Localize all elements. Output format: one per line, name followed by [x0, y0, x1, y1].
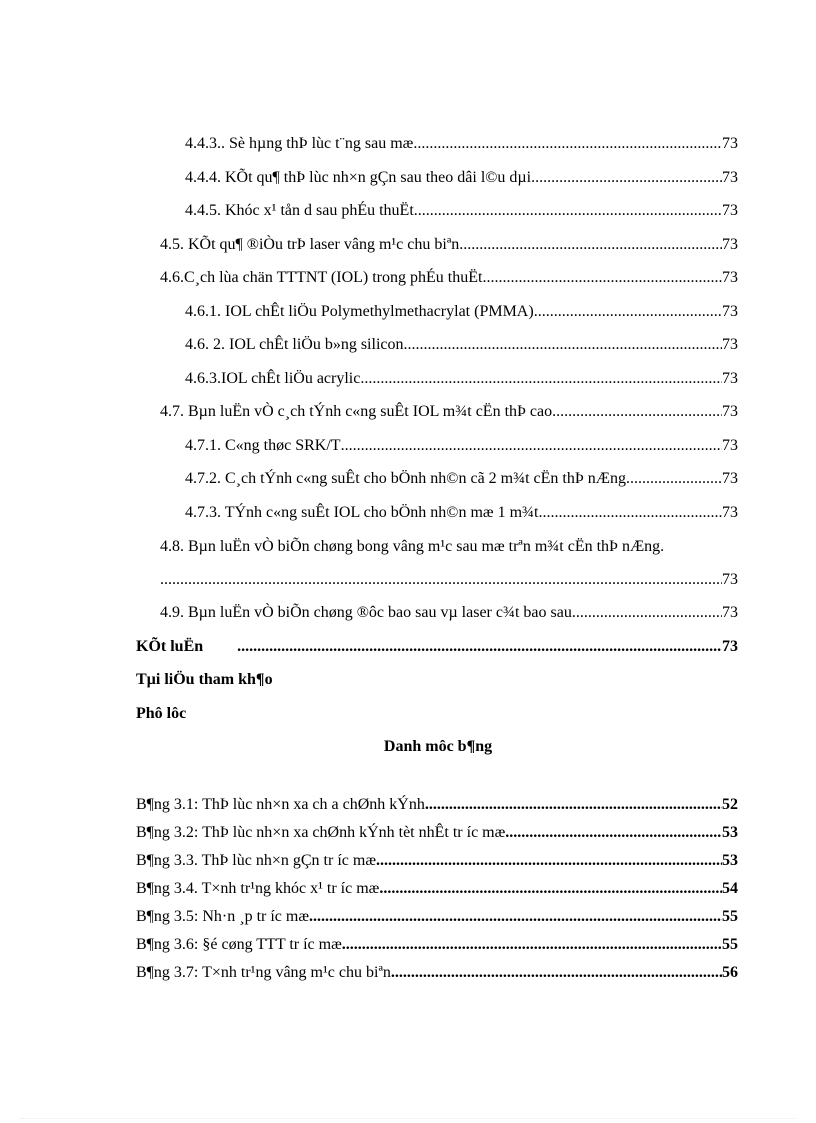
toc-entry-page: 73 — [722, 303, 738, 320]
table-entry-label: B¶ng 3.3. ThÞ lùc nh×n gÇn tr íc mæ — [136, 852, 376, 869]
table-entry-label: B¶ng 3.2: ThÞ lùc nh×n xa chØnh kÝnh tèt nhÊt tr íc mæ — [136, 824, 506, 841]
toc-entry-label: 4.4.4. KÕt qu¶ thÞ lùc nh×n gÇn sau theo dâi l©u dµi — [185, 169, 532, 186]
toc-entry-label: 4.6.C¸ch lùa chän TTTNT (IOL) trong phÉu thuËt — [160, 269, 483, 286]
toc-entry-label: 4.5. KÕt qu¶ ®iÒu trÞ laser vâng m¹c chu biªn — [160, 236, 460, 253]
table-entry-label: B¶ng 3.4. T×nh tr¹ng khóc x¹ tr íc mæ — [136, 880, 380, 897]
toc-entry — [185, 201, 738, 221]
toc-entry — [185, 168, 738, 188]
toc-entry — [160, 235, 738, 255]
toc-entry-references: Tµi liÖu tham kh¶o — [136, 671, 273, 688]
toc-entry-page: 73 — [722, 504, 738, 521]
dot-leader — [552, 402, 722, 422]
dot-leader — [391, 963, 722, 983]
table-entry-page: 54 — [722, 880, 738, 897]
toc-entry — [185, 335, 738, 355]
dot-leader — [413, 134, 722, 154]
table-entry-page: 55 — [722, 936, 738, 953]
toc-entry-label: 4.6.3.IOL chÊt liÖu acrylic — [185, 370, 361, 387]
toc-entry-label: 4.4.3.. Sè hµng thÞ lùc t¨ng sau mæ — [185, 135, 414, 152]
dot-leader — [425, 795, 722, 815]
toc-entry-page: 73 — [722, 202, 738, 219]
dot-leader — [542, 503, 722, 523]
toc-entry-page: 73 — [722, 169, 738, 186]
toc-entry-label: 4.8. Bµn luËn vÒ biÕn chøng bong vâng m¹c sau mæ trªn m¾t cËn thÞ nÆng. — [160, 538, 665, 555]
dot-leader — [341, 436, 722, 456]
table-list-entry — [136, 823, 738, 843]
table-list-entry — [136, 795, 738, 815]
toc-entry-page: 73 — [722, 403, 738, 420]
toc-entry-page: 73 — [722, 437, 738, 454]
toc-entry — [160, 268, 738, 288]
toc-entry-label: 4.6. 2. IOL chÊt liÖu b»ng silicon — [185, 336, 404, 353]
toc-entry-conclusion — [136, 637, 738, 657]
dot-leader — [404, 335, 723, 355]
dot-leader — [576, 603, 722, 623]
toc-entry-continuation — [160, 570, 738, 590]
dot-leader — [160, 570, 722, 590]
toc-entry-page: 73 — [722, 571, 738, 588]
toc-entry — [185, 436, 738, 456]
table-entry-page: 52 — [722, 796, 738, 813]
toc-entry-page: 73 — [722, 638, 738, 655]
toc-entry — [160, 603, 738, 623]
toc-entry-label: KÕt luËn — [136, 638, 204, 655]
dot-leader — [309, 907, 722, 927]
dot-leader — [237, 637, 722, 657]
toc-entry-label: 4.7.3. TÝnh c«ng suÊt IOL cho bÖnh nh©n mæ 1 m¾t. — [185, 504, 543, 521]
toc-entry-page: 73 — [722, 470, 738, 487]
toc-entry-label: 4.4.5. Khóc x¹ tån d sau phÉu thuËt — [185, 202, 414, 219]
toc-entry-wrapped — [160, 537, 738, 557]
dot-leader — [534, 302, 722, 322]
table-list-entry — [136, 879, 738, 899]
toc-entry — [185, 503, 738, 523]
toc-entry-page: 73 — [722, 604, 738, 621]
toc-entry-label: 4.7. Bµn luËn vÒ c¸ch tÝnh c«ng suÊt IOL m¾t cËn thÞ cao — [160, 403, 553, 420]
table-entry-page: 55 — [722, 908, 738, 925]
dot-leader — [459, 235, 722, 255]
toc-entry — [185, 302, 738, 322]
toc-entry-page: 73 — [722, 135, 738, 152]
tables-list-heading: Danh môc b¶ng — [383, 738, 493, 755]
dot-leader — [379, 879, 722, 899]
table-list-entry — [136, 851, 738, 871]
table-entry-label: B¶ng 3.6: §é cøng TTT tr íc mæ — [136, 936, 342, 953]
dot-leader — [626, 469, 722, 489]
table-list-entry — [136, 963, 738, 983]
table-entry-label: B¶ng 3.5: Nh·n ¸p tr íc mæ — [136, 908, 310, 925]
table-list-entry — [136, 935, 738, 955]
dot-leader — [505, 823, 722, 843]
toc-entry-label: 4.7.2. C¸ch tÝnh c«ng suÊt cho bÖnh nh©n cã 2 m¾t cËn thÞ nÆng — [185, 470, 626, 487]
toc-entry — [160, 402, 738, 422]
toc-entry-page: 73 — [722, 236, 738, 253]
table-entry-page: 56 — [722, 964, 738, 981]
toc-entry — [185, 134, 738, 154]
dot-leader — [482, 268, 722, 288]
table-entry-page: 53 — [722, 824, 738, 841]
toc-entry — [185, 469, 738, 489]
dot-leader — [360, 369, 722, 389]
dot-leader — [342, 935, 722, 955]
toc-entry-label: 4.7.1. C«ng thøc SRK/T — [185, 437, 341, 454]
toc-entry-page: 73 — [722, 370, 738, 387]
dot-leader — [531, 168, 722, 188]
dot-leader — [376, 851, 722, 871]
page-bottom-divider — [20, 1118, 796, 1119]
table-entry-label: B¶ng 3.7: T×nh tr¹ng vâng m¹c chu biªn — [136, 964, 391, 981]
toc-entry-label: 4.9. Bµn luËn vÒ biÕn chøng ®ôc bao sau vµ laser c¾t bao sau. — [160, 604, 576, 621]
toc-entry-page: 73 — [722, 336, 738, 353]
dot-leader — [414, 201, 722, 221]
table-entry-page: 53 — [722, 852, 738, 869]
toc-entry — [185, 369, 738, 389]
table-list-entry — [136, 907, 738, 927]
toc-entry-page: 73 — [722, 269, 738, 286]
toc-entry-appendix: Phô lôc — [136, 705, 187, 722]
toc-entry-label: 4.6.1. IOL chÊt liÖu Polymethylmethacrylat (PMMA) — [185, 303, 534, 320]
table-entry-label: B¶ng 3.1: ThÞ lùc nh×n xa ch a chØnh kÝnh — [136, 796, 425, 813]
